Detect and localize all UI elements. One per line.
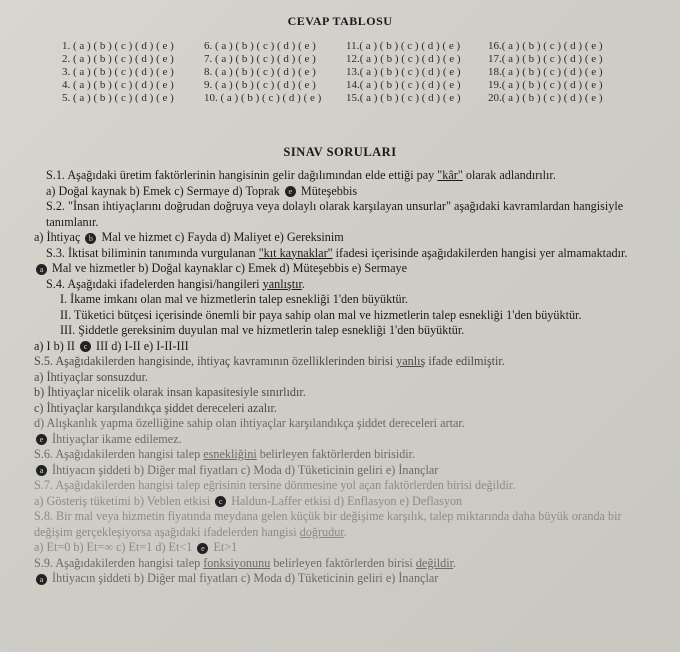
question-5-option-c: c) İhtiyaçlar karşılandıkça şiddet dereceleri azalır. [34, 400, 277, 415]
answer-cell: 12.( a ) ( b ) ( c ) ( d ) ( e ) [346, 53, 461, 65]
question-6-options: a İhtiyacın şiddeti b) Diğer mal fiyatları c) Moda d) Tüketicinin geliri e) İnançlar [34, 463, 654, 479]
question-1-stem: S.1. Aşağıdaki üretim faktörlerinin hangisinin gelir dağılımından elde ettiği pay "kâr" olarak adlandırılır. [46, 168, 556, 182]
answer-row [62, 53, 642, 66]
question-4-statement-1: I. İkame imkanı olan mal ve hizmetlerin talep esnekliği 1'den büyüktür. [60, 292, 409, 306]
answer-mark-icon: a [36, 574, 47, 585]
question-6 [34, 447, 654, 478]
question-9 [34, 556, 654, 587]
question-4-options: a) I b) II c III d) I-II e) I-II-III [34, 338, 189, 353]
answer-cell: 1. ( a ) ( b ) ( c ) ( d ) ( e ) [62, 40, 174, 52]
question-3-options: a Mal ve hizmetler b) Doğal kaynaklar c) Emek d) Müteşebbis e) Sermaye [34, 261, 654, 277]
answer-row [62, 92, 642, 105]
answer-cell: 19.( a ) ( b ) ( c ) ( d ) ( e ) [488, 79, 603, 91]
question-3-stem: S.3. İktisat biliminin tanımında vurgulanan "kıt kaynaklar" ifadesi içerisinde aşağıdakilerden hangisi yer almamaktadır. [46, 245, 628, 260]
question-7 [34, 478, 654, 509]
answer-mark-icon: c [215, 496, 226, 507]
answer-cell: 16.( a ) ( b ) ( c ) ( d ) ( e ) [488, 40, 603, 52]
question-5-option-b: b) İhtiyaçlar nicelik olarak insan kapasitesiyle sınırlıdır. [34, 385, 306, 399]
answer-cell: 18.( a ) ( b ) ( c ) ( d ) ( e ) [488, 66, 603, 78]
answer-mark-icon: e [36, 434, 47, 445]
question-4-statement-3: III. Şiddetle gereksinim duyulan mal ve hizmetlerin talep esnekliği 1'den büyüktür. [60, 323, 465, 337]
question-8 [34, 509, 654, 556]
answer-cell: 3. ( a ) ( b ) ( c ) ( d ) ( e ) [62, 66, 174, 78]
question-5 [34, 354, 654, 447]
answer-table [62, 40, 642, 105]
answer-cell: 15.( a ) ( b ) ( c ) ( d ) ( e ) [346, 92, 461, 104]
question-9-options: a İhtiyacın şiddeti b) Diğer mal fiyatları c) Moda d) Tüketicinin geliri e) İnançlar [34, 571, 654, 587]
answer-mark-icon: e [285, 186, 296, 197]
question-1-options: a) Doğal kaynak b) Emek c) Sermaye d) Toprak e Müteşebbis [46, 183, 358, 198]
answer-cell: 11.( a ) ( b ) ( c ) ( d ) ( e ) [346, 40, 461, 52]
question-9-stem: S.9. Aşağıdakilerden hangisi talep fonksiyonunu belirleyen faktörlerden birisi değildir. [34, 555, 457, 570]
answer-mark-icon: b [85, 233, 96, 244]
answer-cell: 4. ( a ) ( b ) ( c ) ( d ) ( e ) [62, 79, 174, 91]
question-2-options: a) İhtiyaç b Mal ve hizmet c) Fayda d) Maliyet e) Gereksinim [34, 230, 344, 244]
question-7-stem: S.7. Aşağıdakilerden hangisi talep eğrisinin tersine dönmesine yol açan faktörlerden birisi değildir. [34, 478, 516, 492]
answer-mark-icon: e [197, 543, 208, 554]
answer-cell: 20.( a ) ( b ) ( c ) ( d ) ( e ) [488, 92, 603, 104]
answer-table-title: CEVAP TABLOSU [287, 14, 393, 28]
answer-cell: 6. ( a ) ( b ) ( c ) ( d ) ( e ) [204, 40, 316, 52]
answer-cell: 7. ( a ) ( b ) ( c ) ( d ) ( e ) [204, 53, 316, 65]
answer-mark-icon: c [80, 341, 91, 352]
answer-mark-icon: a [36, 465, 47, 476]
answer-cell: 10. ( a ) ( b ) ( c ) ( d ) ( e ) [204, 92, 322, 104]
question-5-option-d: d) Alışkanlık yapma özelliğine sahip olan ihtiyaçlar karşılandıkça şiddet dereceleri artar. [34, 416, 465, 430]
question-8-options: a) Et=0 b) Et=∞ c) Et=1 d) Et<1 e Et>1 [34, 540, 238, 554]
question-8-stem: S.8. Bir mal veya hizmetin fiyatında meydana gelen küçük bir değişime karşılık, talep miktarında daha büyük oranda bir değişim gerçekleşiyorsa aşağıdaki ifadelerden hangisi doğrudur. [34, 509, 622, 539]
answer-cell: 9. ( a ) ( b ) ( c ) ( d ) ( e ) [204, 79, 316, 91]
question-2-stem: S.2. "İnsan ihtiyaçlarını doğrudan doğruya veya dolaylı olarak karşılayan unsurlar" aşağıdaki kavramlardan hangisiyle tanımlanır. [46, 199, 624, 229]
exam-title: SINAV SORULARI [283, 145, 397, 159]
answer-cell: 14.( a ) ( b ) ( c ) ( d ) ( e ) [346, 79, 461, 91]
question-7-options: a) Gösteriş tüketimi b) Veblen etkisi c Haldun-Laffer etkisi d) Enflasyon e) Deflasyon [34, 493, 463, 508]
answer-cell: 17.( a ) ( b ) ( c ) ( d ) ( e ) [488, 53, 603, 65]
answer-row [62, 40, 642, 53]
answer-mark-icon: a [36, 264, 47, 275]
question-5-option-e: e İhtiyaçlar ikame edilemez. [34, 432, 654, 448]
question-5-stem: S.5. Aşağıdakilerden hangisinde, ihtiyaç kavramının özelliklerinden birisi yanlış ifade edilmiştir. [34, 354, 505, 368]
answer-row [62, 66, 642, 79]
answer-cell: 5. ( a ) ( b ) ( c ) ( d ) ( e ) [62, 92, 174, 104]
question-4-statement-2: II. Tüketici bütçesi içerisinde önemli bir paya sahip olan mal ve hizmetlerin talep esnekliği 1'den büyüktür. [60, 307, 582, 322]
answer-row [62, 79, 642, 92]
question-list [34, 168, 654, 587]
answer-cell: 2. ( a ) ( b ) ( c ) ( d ) ( e ) [62, 53, 174, 65]
question-6-stem: S.6. Aşağıdakilerden hangisi talep esnekliğini belirleyen faktörlerden birisidir. [34, 447, 416, 461]
question-5-option-a: a) İhtiyaçlar sonsuzdur. [34, 369, 149, 384]
question-4-stem: S.4. Aşağıdaki ifadelerden hangisi/hangileri yanlıştır. [46, 276, 305, 291]
answer-cell: 8. ( a ) ( b ) ( c ) ( d ) ( e ) [204, 66, 316, 78]
answer-cell: 13.( a ) ( b ) ( c ) ( d ) ( e ) [346, 66, 461, 78]
